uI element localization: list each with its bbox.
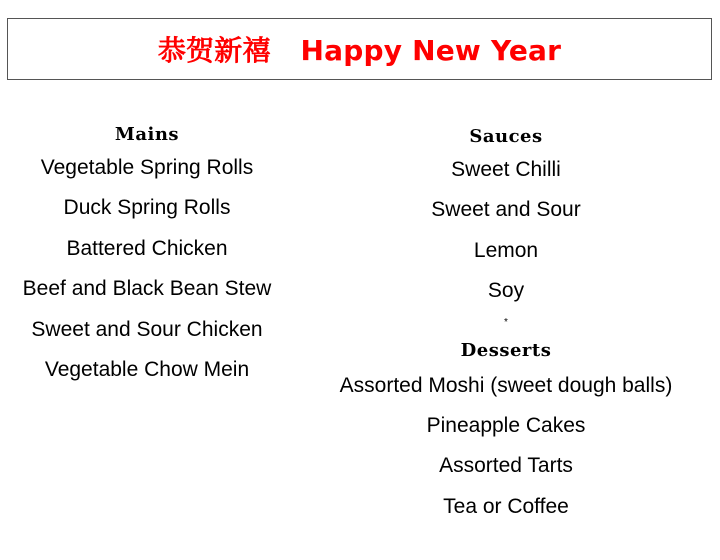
mains-section [0,122,294,390]
menu-item: Sweet and Sour Chicken [31,317,263,341]
section-separator: * [504,316,508,328]
sauces-desserts-section [306,124,706,527]
menu-item: Vegetable Chow Mein [44,357,250,381]
menu-item: Lemon [473,238,539,262]
menu-item: Sweet Chilli [451,158,561,181]
menu-item: Assorted Tarts [439,454,573,478]
menu-item: Vegetable Spring Rolls [40,156,254,179]
menu-item: Assorted Moshi (sweet dough balls) [339,373,673,397]
banner-title: 恭贺新禧 Happy New Year [157,34,562,67]
menu-item: Sweet and Sour [431,198,581,222]
mains-heading: Mains [114,124,180,145]
sauces-heading: Sauces [469,126,543,147]
menu-item: Pineapple Cakes [426,413,586,437]
menu-item: Tea or Coffee [443,494,569,518]
sauces-list [306,150,706,312]
banner [7,18,712,80]
menu-item: Duck Spring Rolls [63,196,231,220]
desserts-heading: Desserts [460,339,552,361]
desserts-list [306,366,706,528]
mains-list [0,148,294,390]
menu-item: Battered Chicken [66,236,228,260]
menu-item: Beef and Black Bean Stew [22,277,272,301]
menu-item: Soy [487,279,525,303]
